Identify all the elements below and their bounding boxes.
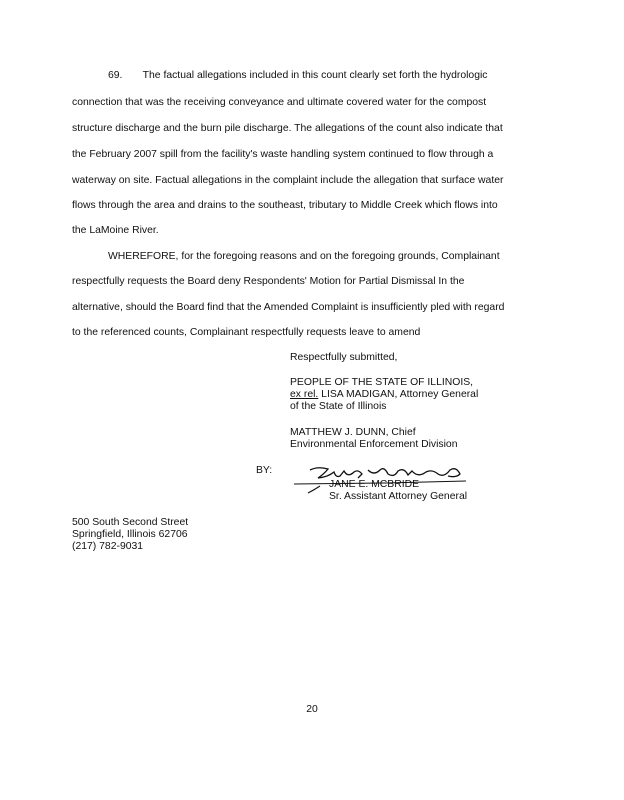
paragraph-line: alternative, should the Board find that the Amended Complaint is insufficiently pled with regard — [72, 302, 505, 313]
page-number: 20 — [306, 704, 318, 715]
ex-rel-rest: LISA MADIGAN, Attorney General — [318, 389, 479, 400]
ex-rel-prefix: ex rel. — [290, 389, 319, 400]
chief-name: MATTHEW J. DUNN, Chief — [290, 427, 416, 438]
address-street: 500 South Second Street — [72, 517, 189, 528]
address-city: Springfield, Illinois 62706 — [72, 529, 188, 540]
division-name: Environmental Enforcement Division — [290, 439, 458, 450]
of-state: of the State of Illinois — [290, 401, 387, 412]
party-name: PEOPLE OF THE STATE OF ILLINOIS, — [290, 377, 474, 388]
paragraph-line: WHEREFORE, for the foregoing reasons and on the foregoing grounds, Complainant — [108, 251, 500, 262]
paragraph-line: respectfully requests the Board deny Respondents' Motion for Partial Dismissal In the — [72, 276, 465, 287]
ex-rel-line — [290, 389, 478, 400]
paragraph-line: the LaMoine River. — [72, 225, 159, 236]
by-label: BY: — [256, 465, 273, 476]
paragraph-line: flows through the area and drains to the southeast, tributary to Middle Creek which flows into — [72, 200, 498, 211]
paragraph-line: 69. The factual allegations included in this count clearly set forth the hydrologic — [108, 70, 488, 81]
paragraph-line: to the referenced counts, Complainant respectfully requests leave to amend — [72, 327, 421, 338]
address-phone: (217) 782-9031 — [72, 541, 144, 552]
paragraph-line: waterway on site. Factual allegations in the complaint include the allegation that surface water — [72, 175, 504, 186]
closing: Respectfully submitted, — [290, 352, 398, 363]
signer-name: JANE E. MCBRIDE — [329, 479, 420, 490]
paragraph-line: structure discharge and the burn pile discharge. The allegations of the count also indicate that — [72, 123, 503, 134]
signer-title: Sr. Assistant Attorney General — [329, 491, 468, 502]
paragraph-line: connection that was the receiving conveyance and ultimate covered water for the compost — [72, 97, 487, 108]
paragraph-line: the February 2007 spill from the facility's waste handling system continued to flow through a — [72, 149, 494, 160]
